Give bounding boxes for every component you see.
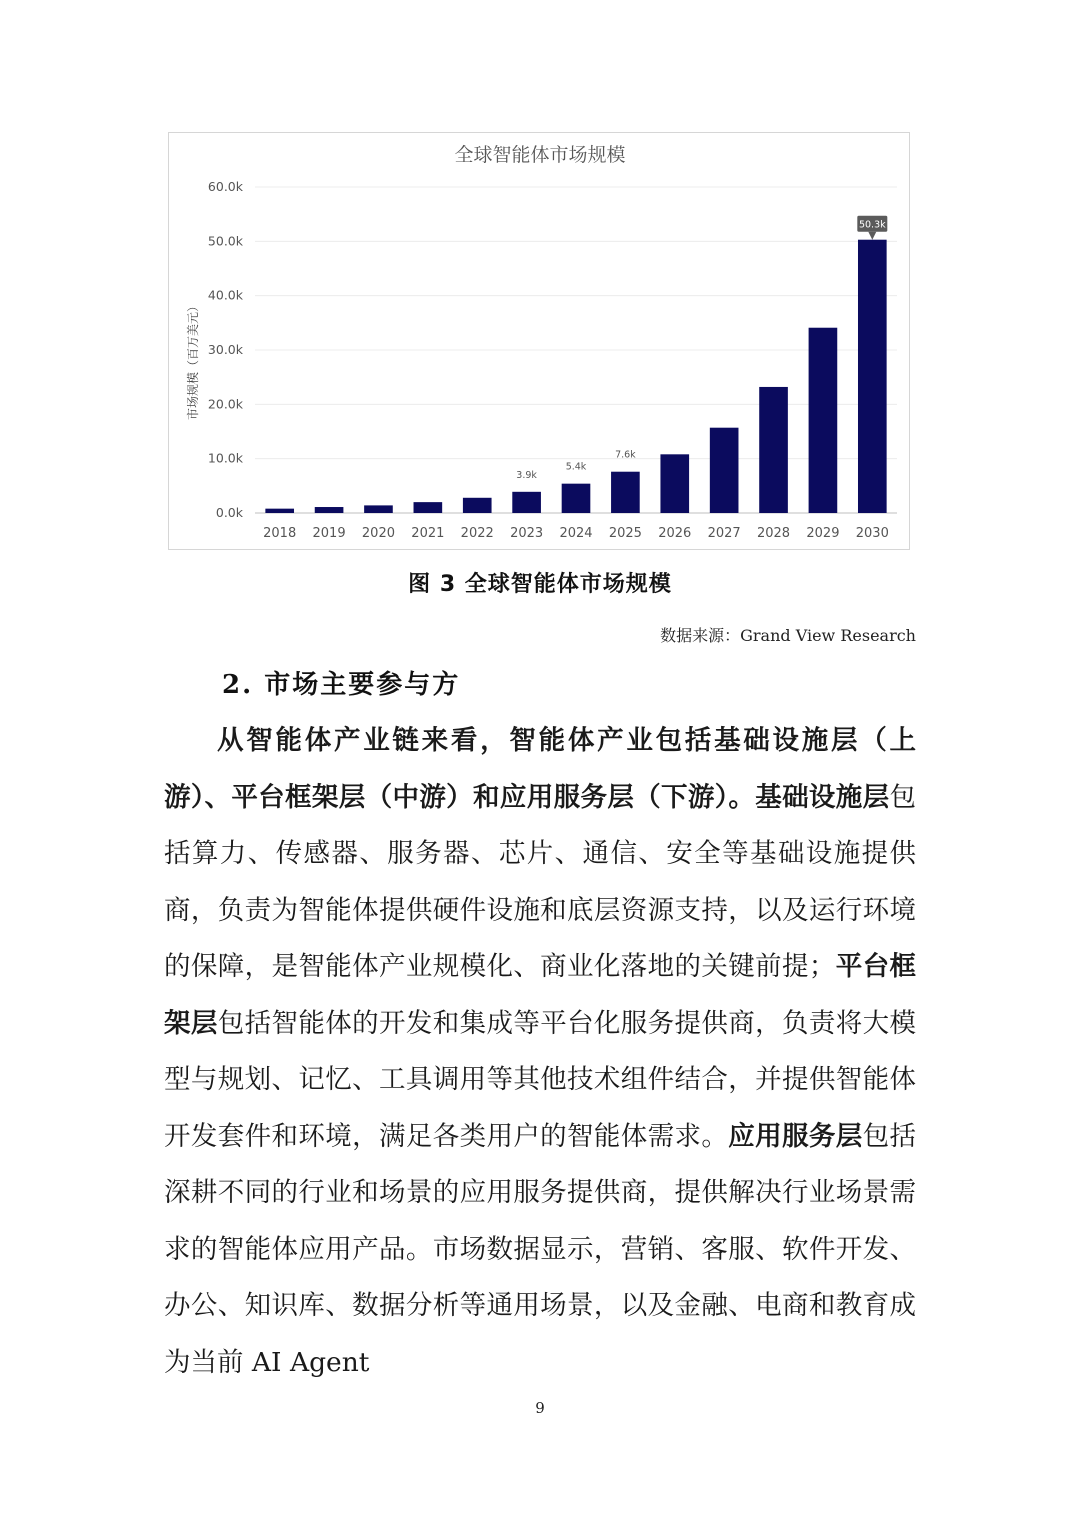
bar-2029	[809, 328, 838, 513]
y-tick-label: 30.0k	[207, 342, 243, 357]
bar-2018	[265, 509, 294, 513]
y-tick-label: 10.0k	[207, 450, 243, 466]
bar-2020	[364, 505, 393, 513]
highlight-tooltip-pointer	[868, 232, 876, 240]
figure-caption: 图 3 全球智能体市场规模	[408, 572, 672, 597]
bar-2030	[858, 240, 887, 513]
bar-2025	[611, 472, 640, 513]
bar-2024	[562, 484, 591, 513]
x-tick-label: 2027	[707, 526, 741, 541]
term-application-layer: 应用服务层	[728, 1120, 863, 1152]
x-tick-label: 2025	[608, 526, 642, 541]
page-number: 9	[535, 1399, 545, 1417]
chart-title: 全球智能体市场规模	[454, 144, 626, 166]
section-heading: 2. 市场主要参与方	[222, 670, 461, 700]
data-source: 数据来源：Grand View Research	[660, 626, 916, 645]
body-paragraph	[164, 713, 916, 1391]
bar-2028	[759, 387, 788, 513]
x-tick-label: 2021	[411, 526, 445, 541]
y-tick-label: 40.0k	[207, 287, 243, 303]
x-tick-label: 2029	[806, 526, 840, 541]
y-tick-label: 60.0k	[207, 179, 243, 194]
y-tick-label: 20.0k	[207, 396, 243, 412]
y-axis-label: 市场规模（百万美元）	[186, 299, 200, 421]
x-tick-label: 2020	[361, 526, 396, 541]
bar-2021	[414, 502, 443, 513]
x-tick-label: 2023	[510, 526, 544, 541]
x-tick-label: 2018	[263, 526, 297, 541]
infrastructure-description: 包括算力、传感器、服务器、芯片、通信、安全等基础设施提供商，负责为智能体提供硬件设施和底层资源支持，以及运行环境的保障，是智能体产业规模化、商业化落地的关键前提；	[164, 781, 917, 982]
application-description: 包括深耕不同的行业和场景的应用服务提供商，提供解决行业场景需求的智能体应用产品。市场数据显示，营销、客服、软件开发、办公、知识库、数据分析等通用场景，以及金融、电商和教育成为当前 AI Agent	[164, 1120, 917, 1378]
x-tick-label: 2026	[658, 526, 692, 541]
y-tick-label: 50.0k	[207, 233, 243, 249]
bar-2022	[463, 498, 492, 513]
x-tick-label: 2019	[312, 526, 346, 541]
y-tick-label: 0.0k	[215, 505, 243, 520]
bar-2027	[710, 428, 739, 513]
bar-2023	[512, 492, 541, 513]
x-tick-label: 2028	[756, 526, 791, 541]
data-label-2025: 7.6k	[615, 449, 636, 461]
market-size-chart	[168, 132, 910, 550]
term-platform-layer: 平台框架层	[164, 951, 917, 1039]
highlight-tooltip-label: 50.3k	[858, 219, 886, 231]
data-label-2023: 3.9k	[516, 469, 537, 481]
bar-2026	[660, 454, 689, 513]
x-tick-label: 2024	[559, 526, 593, 541]
data-label-2024: 5.4k	[565, 461, 587, 473]
chart-canvas	[169, 133, 911, 551]
x-tick-label: 2030	[855, 526, 889, 541]
lead-sentence: 从智能体产业链来看，智能体产业包括基础设施层（上游）、平台框架层（中游）和应用服务层（下游）。	[164, 725, 916, 813]
platform-description: 包括智能体的开发和集成等平台化服务提供商，负责将大模型与规划、记忆、工具调用等其他技术组件结合，并提供智能体开发套件和环境，满足各类用户的智能体需求。	[164, 1007, 917, 1152]
term-infrastructure-layer: 基础设施层	[755, 781, 890, 813]
bar-2019	[315, 507, 344, 513]
x-tick-label: 2022	[460, 526, 494, 541]
